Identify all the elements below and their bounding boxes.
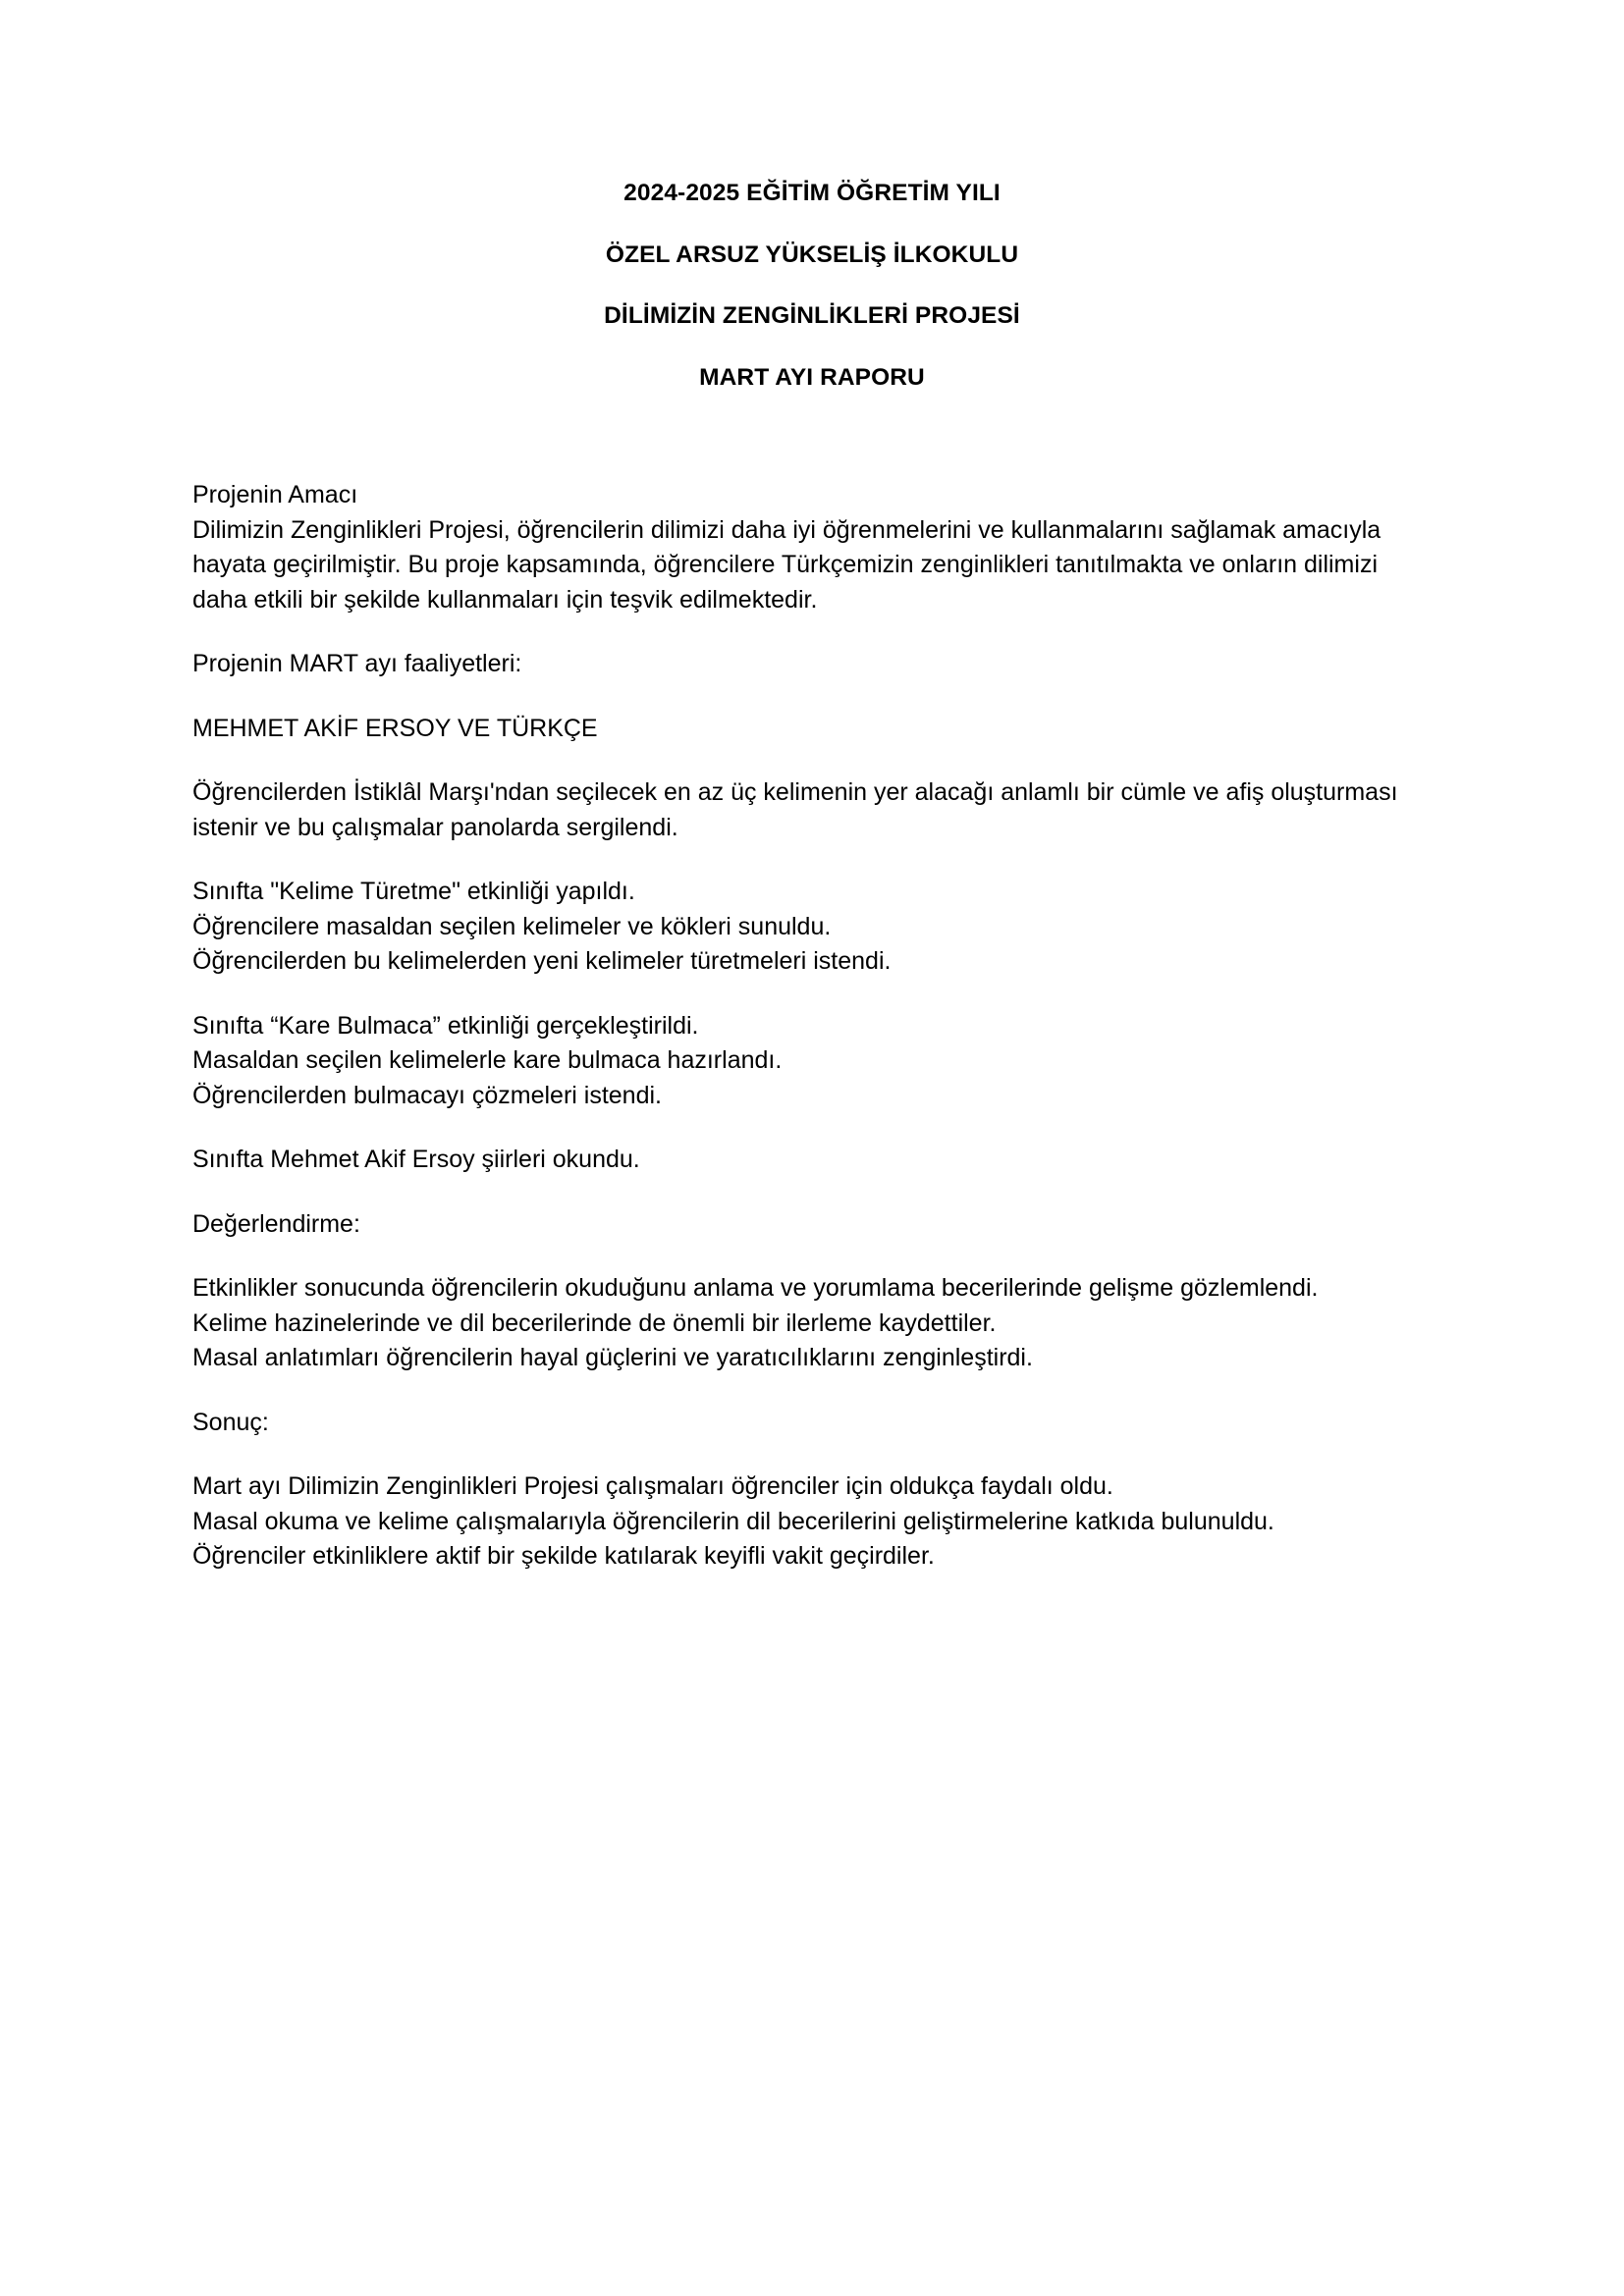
- activity-item-2-line-1: Sınıfta "Kelime Türetme" etkinliği yapıldı.: [192, 878, 635, 905]
- activity-item-3-line-1: Sınıfta “Kare Bulmaca” etkinliği gerçekleştirildi.: [192, 1011, 699, 1040]
- document-body: [192, 182, 1432, 1575]
- activity-item-1: Öğrencilerden İstiklâl Marşı'ndan seçilecek en az üç kelimenin yer alacağı anlamlı bir cümle ve afiş oluşturması istenir ve bu çalışmalar panolarda sergilendi.: [192, 778, 1405, 841]
- conclusion-line-3: Öğrenciler etkinliklere aktif bir şekilde katılarak keyifli vakit geçirdiler.: [192, 1542, 935, 1570]
- activity-item-4: Sınıfta Mehmet Akif Ersoy şiirleri okundu.: [192, 1146, 640, 1173]
- conclusion-line-2: Masal okuma ve kelime çalışmalarıyla öğrencilerin dil becerilerini geliştirmelerine katkıda bulunuldu.: [192, 1507, 1274, 1535]
- evaluation-line-2: Kelime hazinelerinde ve dil becerilerinde de önemli bir ilerleme kaydettiler.: [192, 1308, 997, 1337]
- evaluation-line-1: Etkinlikler sonucunda öğrencilerin okuduğunu anlama ve yorumlama becerilerinde gelişme gözlemlendi.: [192, 1274, 1319, 1302]
- conclusion-line-1: Mart ayı Dilimizin Zenginlikleri Projesi çalışmaları öğrenciler için oldukça faydalı oldu.: [192, 1472, 1113, 1500]
- evaluation-label: Değerlendirme:: [192, 1209, 360, 1238]
- purpose-label: Projenin Amacı: [192, 481, 358, 508]
- conclusion-label: Sonuç:: [192, 1408, 269, 1436]
- activity-item-3-line-2: Masaldan seçilen kelimelerle kare bulmaca hazırlandı.: [192, 1046, 783, 1074]
- activities-label: Projenin MART ayı faaliyetleri:: [192, 650, 522, 677]
- heading-school-name: ÖZEL ARSUZ YÜKSELİŞ İLKOKULU: [605, 240, 1019, 268]
- heading-project-name: DİLİMİZİN ZENGİNLİKLERİ PROJESİ: [604, 302, 1020, 329]
- activity-item-2-line-3: Öğrencilerden bu kelimelerden yeni kelimeler türetmeleri istendi.: [192, 947, 892, 975]
- document-content: [192, 478, 1432, 1575]
- evaluation-line-3: Masal anlatımları öğrencilerin hayal güçlerini ve yaratıcılıklarını zenginleştirdi.: [192, 1344, 1033, 1371]
- document-header: [192, 182, 1432, 390]
- heading-report-month: MART AYI RAPORU: [699, 363, 925, 391]
- activity-title: MEHMET AKİF ERSOY VE TÜRKÇE: [192, 714, 598, 742]
- activity-item-3-line-3: Öğrencilerden bulmacayı çözmeleri istendi.: [192, 1081, 662, 1109]
- heading-academic-year: 2024-2025 EĞİTİM ÖĞRETİM YILI: [623, 180, 1001, 206]
- purpose-text: Dilimizin Zenginlikleri Projesi, öğrencilerin dilimizi daha iyi öğrenmelerini ve kullanmalarını sağlamak amacıyla hayata geçirilmiştir. Bu proje kapsamında, öğrencilere Türkçemizin zenginlikleri tanıtılmakta ve onların dilimizi daha etkili bir şekilde kullanmaları için teşvik edilmektedir.: [192, 515, 1388, 614]
- activity-item-2-line-2: Öğrencilere masaldan seçilen kelimeler ve kökleri sunuldu.: [192, 912, 832, 940]
